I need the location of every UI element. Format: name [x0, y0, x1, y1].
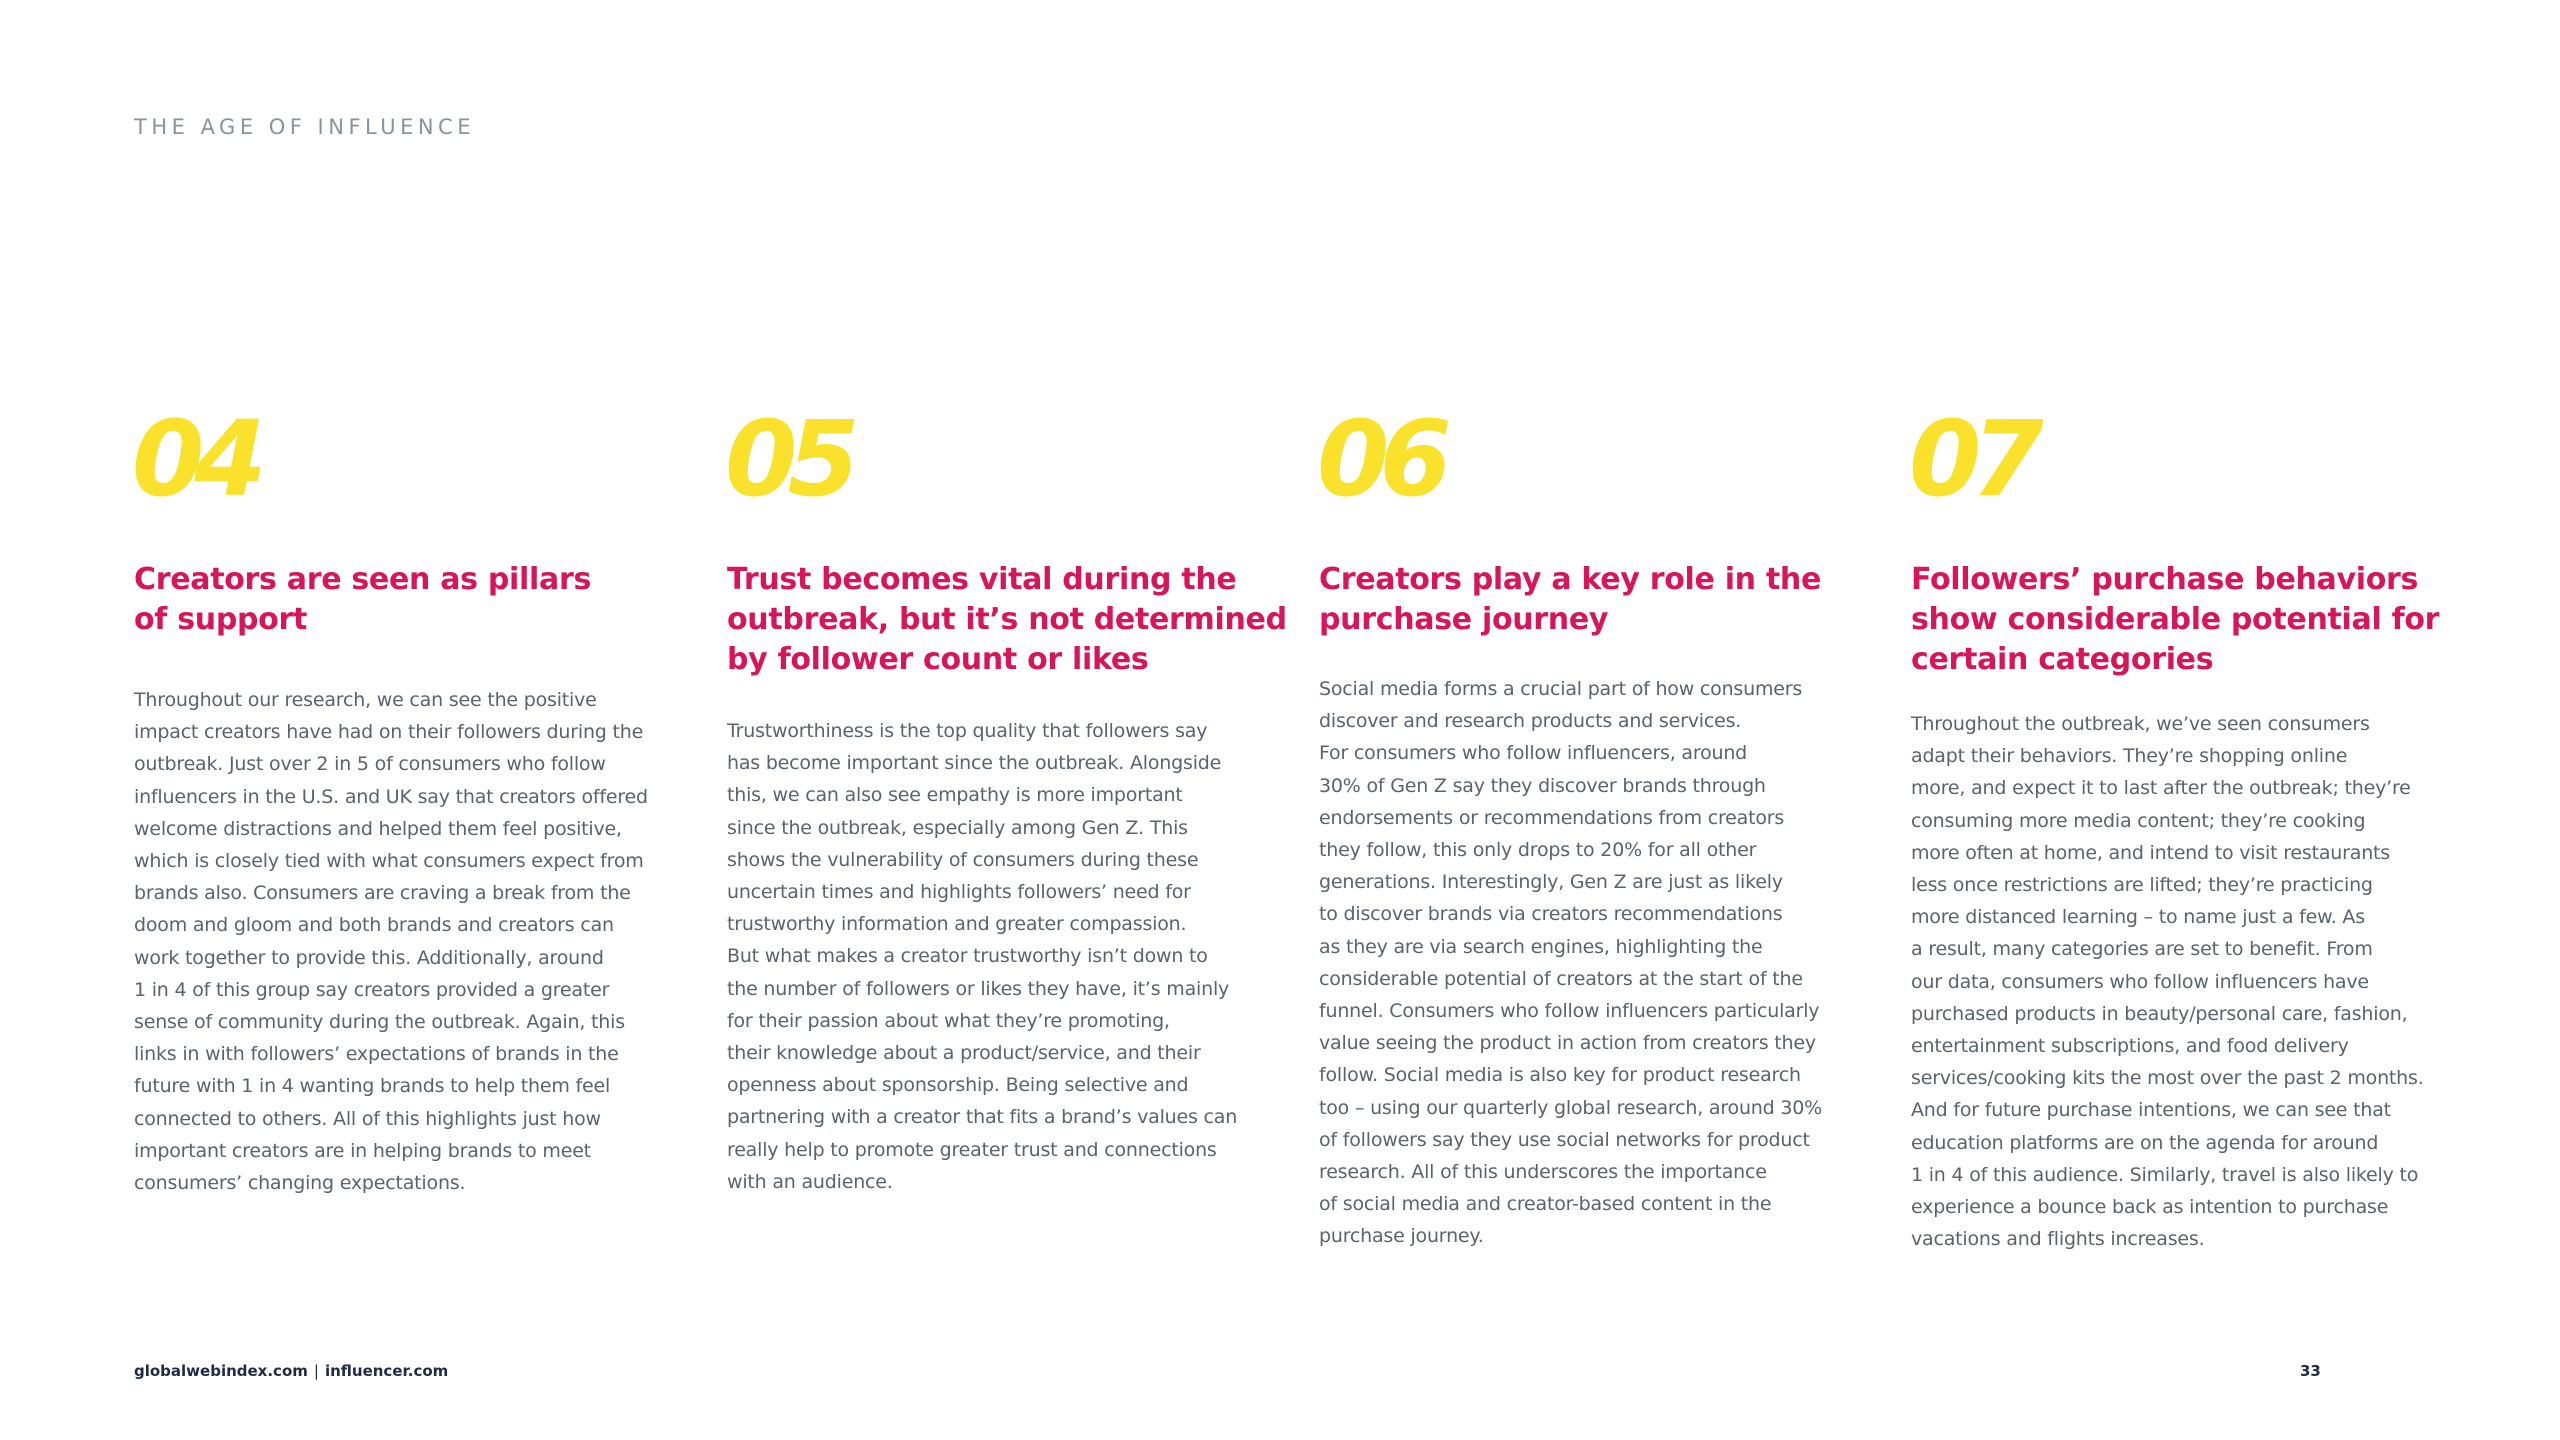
body-line: Throughout our research, we can see the positive	[134, 689, 597, 711]
body-line: considerable potential of creators at the start of the	[1319, 967, 1803, 990]
footer-link-influencer[interactable]: influencer.com	[324, 1362, 449, 1380]
title-line: by follower count or likes	[727, 642, 1149, 677]
insight-title	[134, 560, 674, 640]
body-line: research. All of this underscores the importance	[1319, 1161, 1767, 1184]
body-line: Trustworthiness is the top quality that followers say	[727, 720, 1208, 742]
body-line: a result, many categories are set to benefit. From	[1911, 938, 2373, 961]
body-line: purchase journey.	[1319, 1225, 1484, 1248]
body-line: follow. Social media is also key for product research	[1319, 1064, 1801, 1087]
title-line: certain categories	[1911, 642, 2214, 677]
body-line: brands also. Consumers are craving a break from the	[134, 882, 631, 905]
title-line: of support	[134, 602, 308, 637]
body-line: the number of followers or likes they have, it’s mainly	[727, 977, 1230, 1000]
insight-body	[1319, 673, 1859, 1253]
body-line: funnel. Consumers who follow influencers particularly	[1319, 1000, 1820, 1023]
body-line: But what makes a creator trustworthy isn’t down to	[727, 945, 1208, 968]
body-line: 30% of Gen Z say they discover brands through	[1319, 774, 1766, 797]
body-line: And for future purchase intentions, we can see that	[1911, 1099, 2391, 1122]
body-line: sense of community during the outbreak. Again, this	[134, 1011, 625, 1034]
body-line: influencers in the U.S. and UK say that creators offered	[134, 785, 648, 808]
title-line: show considerable potential for	[1911, 602, 2440, 637]
footer-links	[134, 1362, 448, 1380]
body-line: vacations and flights increases.	[1911, 1228, 2205, 1251]
insight-number-text: 05	[725, 398, 850, 520]
body-line: work together to provide this. Additionally, around	[134, 946, 604, 969]
body-line: really help to promote greater trust and connections	[727, 1138, 1217, 1161]
title-line: purchase journey	[1319, 602, 1609, 637]
body-line: shows the vulnerability of consumers during these	[727, 848, 1199, 871]
body-line: too – using our quarterly global research, around 30%	[1319, 1096, 1822, 1119]
body-line: generations. Interestingly, Gen Z are just as likely	[1319, 871, 1783, 894]
insight-number-text: 06	[1317, 398, 1442, 520]
body-line: doom and gloom and both brands and creators can	[134, 914, 614, 937]
body-line: more distanced learning – to name just a few. As	[1911, 906, 2365, 929]
body-line: experience a bounce back as intention to purchase	[1911, 1196, 2389, 1219]
body-line: outbreak. Just over 2 in 5 of consumers who follow	[134, 753, 606, 776]
insight-column-07	[1909, 398, 2451, 1255]
body-line: they follow, this only drops to 20% for all other	[1319, 839, 1757, 862]
body-line: to discover brands via creators recommendations	[1319, 903, 1783, 926]
body-line: openness about sponsorship. Being selective and	[727, 1074, 1189, 1097]
insight-body	[1911, 708, 2451, 1255]
body-line: endorsements or recommendations from creators	[1319, 806, 1785, 829]
body-line: impact creators have had on their followers during the	[134, 721, 644, 744]
insight-column-05	[725, 398, 1287, 1198]
title-line: outbreak, but it’s not determined	[727, 602, 1287, 637]
insight-column-04	[132, 398, 674, 1199]
body-line: of followers say they use social networks for product	[1319, 1128, 1810, 1151]
body-line: uncertain times and highlights followers’ need for	[727, 881, 1191, 904]
body-line: consumers’ changing expectations.	[134, 1172, 466, 1195]
body-line: since the outbreak, especially among Gen Z. This	[727, 816, 1188, 839]
insight-number	[1317, 398, 1859, 520]
footer-separator: |	[313, 1362, 319, 1380]
body-line: with an audience.	[727, 1170, 893, 1193]
insight-title	[727, 560, 1287, 680]
body-line: more, and expect it to last after the outbreak; they’re	[1911, 777, 2411, 800]
insight-number-text: 04	[132, 398, 257, 520]
body-line: for their passion about what they’re promoting,	[727, 1009, 1170, 1032]
insight-number	[132, 398, 674, 520]
body-line: links in with followers’ expectations of brands in the	[134, 1043, 619, 1066]
body-line: their knowledge about a product/service, and their	[727, 1042, 1201, 1065]
body-line: Social media forms a crucial part of how consumers	[1319, 678, 1803, 700]
body-line: welcome distractions and helped them feel positive,	[134, 817, 622, 840]
title-line: Creators are seen as pillars	[134, 562, 591, 597]
body-line: 1 in 4 of this audience. Similarly, travel is also likely to	[1911, 1163, 2419, 1186]
page-number: 33	[2300, 1362, 2321, 1380]
body-line: Throughout the outbreak, we’ve seen consumers	[1911, 713, 2370, 735]
body-line: as they are via search engines, highlighting the	[1319, 935, 1763, 958]
body-line: partnering with a creator that fits a brand’s values can	[727, 1106, 1238, 1129]
body-line: services/cooking kits the most over the past 2 months.	[1911, 1067, 2424, 1090]
body-line: less once restrictions are lifted; they’re practicing	[1911, 874, 2373, 897]
insight-body	[727, 715, 1267, 1198]
body-line: purchased products in beauty/personal care, fashion,	[1911, 1002, 2408, 1025]
title-line: Followers’ purchase behaviors	[1911, 562, 2419, 597]
body-line: For consumers who follow influencers, around	[1319, 742, 1748, 765]
body-line: entertainment subscriptions, and food delivery	[1911, 1035, 2349, 1058]
body-line: consuming more media content; they’re cooking	[1911, 809, 2366, 832]
section-header: THE AGE OF INFLUENCE	[134, 115, 475, 139]
body-line: trustworthy information and greater compassion.	[727, 913, 1187, 936]
insight-number	[1909, 398, 2451, 520]
body-line: future with 1 in 4 wanting brands to help them feel	[134, 1075, 611, 1098]
body-line: important creators are in helping brands to meet	[134, 1139, 591, 1162]
body-line: our data, consumers who follow influencers have	[1911, 970, 2369, 993]
body-line: discover and research products and services.	[1319, 710, 1742, 733]
body-line: connected to others. All of this highlights just how	[134, 1107, 601, 1130]
insight-number-text: 07	[1909, 398, 2034, 520]
insight-title	[1911, 560, 2451, 680]
body-line: which is closely tied with what consumers expect from	[134, 850, 644, 873]
body-line: has become important since the outbreak. Alongside	[727, 752, 1222, 775]
body-line: value seeing the product in action from creators they	[1319, 1032, 1816, 1055]
body-line: of social media and creator-based content in the	[1319, 1193, 1772, 1216]
insight-body	[134, 684, 674, 1199]
body-line: 1 in 4 of this group say creators provided a greater	[134, 978, 610, 1001]
insight-title	[1319, 560, 1859, 640]
title-line: Creators play a key role in the	[1319, 562, 1822, 597]
body-line: this, we can also see empathy is more important	[727, 784, 1183, 807]
body-line: more often at home, and intend to visit restaurants	[1911, 841, 2390, 864]
insight-number	[725, 398, 1267, 520]
body-line: education platforms are on the agenda for around	[1911, 1131, 2379, 1154]
insight-column-06	[1317, 398, 1859, 1253]
title-line: Trust becomes vital during the	[727, 562, 1237, 597]
body-line: adapt their behaviors. They’re shopping online	[1911, 745, 2348, 768]
footer-link-globalwebindex[interactable]: globalwebindex.com	[134, 1362, 308, 1380]
